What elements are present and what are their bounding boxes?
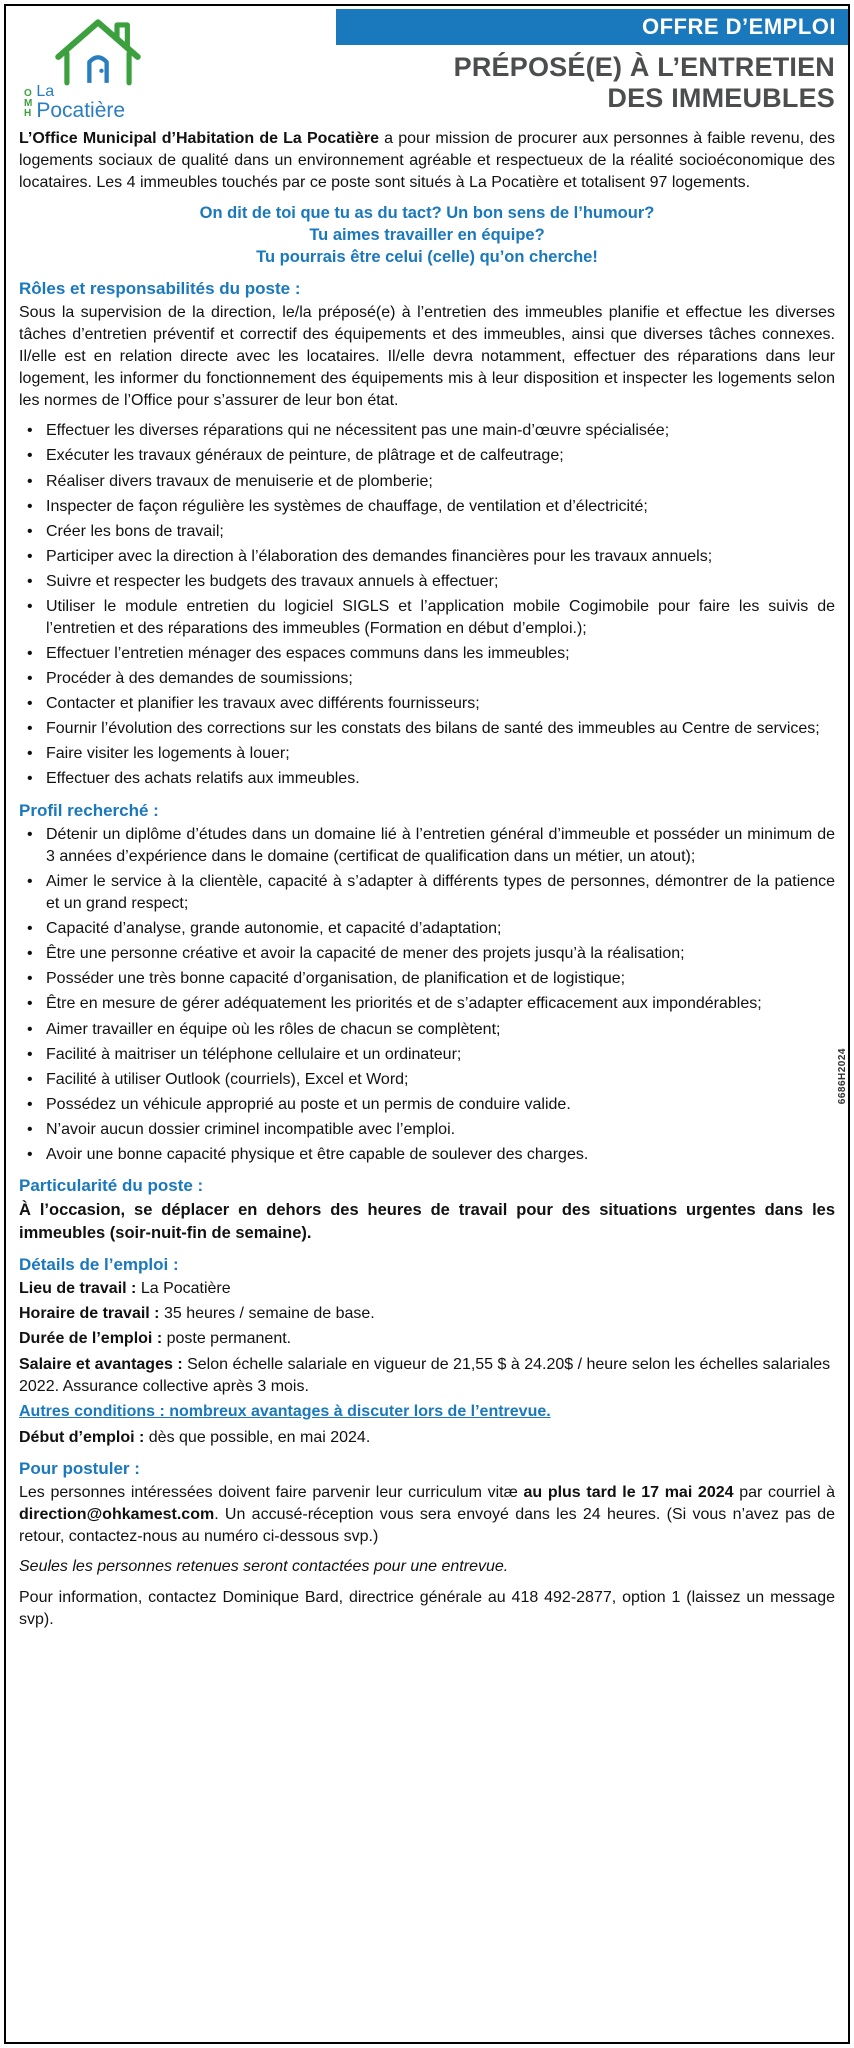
apply-heading: Pour postuler :	[19, 1458, 140, 1478]
contact-info: Pour information, contactez Dominique Bard, directrice générale au 418 492-2877, option 1 (laissez un message svp).	[19, 1588, 835, 1628]
apply-deadline: au plus tard le 17 mai 2024	[523, 1484, 734, 1502]
profile-heading: Profil recherché :	[19, 800, 159, 820]
bullet-item: • Facilité à maitriser un téléphone cellulaire et un ordinateur;	[19, 1044, 835, 1066]
title-line1: PRÉPOSÉ(E) À L’ENTRETIEN	[453, 52, 835, 82]
bullet-item: • Posséder une très bonne capacité d’organisation, de planification et de logistique;	[19, 968, 835, 990]
bullet-item: • Utiliser le module entretien du logiciel SIGLS et l’application mobile Cogimobile pour faire les suivis de l’entretien et des réparations des immeubles (Formation en début d’emploi.);	[19, 596, 835, 640]
bullet-item: • Fournir l’évolution des corrections sur les constats des bilans de santé des immeubles au Centre de services;	[19, 718, 835, 740]
job-posting-page	[4, 4, 850, 2044]
detail-lieu-de-travail	[19, 1278, 835, 1300]
detail-salaire	[19, 1354, 835, 1398]
roles-bullet-list	[19, 420, 835, 790]
bullet-item: • Participer avec la direction à l’élaboration des demandes financières pour les travaux annuels;	[19, 546, 835, 568]
selection-note: Seules les personnes retenues seront contactées pour une entrevue.	[19, 1558, 509, 1576]
document-reference-code: 6686H2024	[837, 1048, 848, 1105]
bullet-item: • Contacter et planifier les travaux avec différents fournisseurs;	[19, 693, 835, 715]
teaser-block	[19, 202, 835, 268]
apply-email: direction@ohkamest.com	[19, 1506, 215, 1524]
bullet-item: • Suivre et respecter les budgets des travaux annuels à effectuer;	[19, 571, 835, 593]
details-heading: Détails de l’emploi :	[19, 1254, 179, 1274]
bullet-item: • N’avoir aucun dossier criminel incompatible avec l’emploi.	[19, 1119, 835, 1141]
particularity-text: À l’occasion, se déplacer en dehors des heures de travail pour des situations urgentes dans les immeubles (soir-nuit-fin de semaine).	[19, 1201, 835, 1243]
detail-label: Début d’emploi :	[19, 1428, 145, 1446]
page-title	[454, 52, 835, 115]
bullet-item: • Effectuer l’entretien ménager des espaces communs dans les immeubles;	[19, 643, 835, 665]
bullet-item: • Réaliser divers travaux de menuiserie et de plomberie;	[19, 471, 835, 493]
detail-value: poste permanent.	[162, 1330, 292, 1348]
intro-rest: a pour mission de procurer aux personnes à faible revenu, des logements sociaux de qualité dans un environnement agréable et respectueux de la réalité socioéconomique des locataires. Les 4 immeubles touchés par ce poste sont situés à La Pocatière et totalisent 97 logements.	[19, 130, 835, 192]
apply-paragraph	[19, 1482, 835, 1548]
logo-text	[24, 84, 204, 121]
document-body	[6, 128, 848, 1631]
bullet-item: • Aimer le service à la clientèle, capacité à s’adapter à différents types de personnes, démontrer de la patience et un grand respect;	[19, 871, 835, 915]
apply-text: . Un accusé-réception vous sera envoyé dans les 24 heures. (Si vous n’avez pas de retour, contactez-nous au numéro ci-dessous svp.)	[19, 1506, 835, 1546]
other-conditions: Autres conditions : nombreux avantages à discuter lors de l’entrevue.	[19, 1402, 551, 1420]
bullet-item: • Effectuer des achats relatifs aux immeubles.	[19, 768, 835, 790]
detail-label: Lieu de travail :	[19, 1280, 137, 1298]
bullet-item: • Être une personne créative et avoir la capacité de mener des projets jusqu’à la réalisation;	[19, 943, 835, 965]
profile-bullet-list	[19, 824, 835, 1166]
logo-name-line2: Pocatière	[36, 99, 126, 122]
omh-logo	[24, 12, 204, 121]
header	[6, 6, 848, 128]
bullet-item: • Créer les bons de travail;	[19, 521, 835, 543]
bullet-item: • Faire visiter les logements à louer;	[19, 743, 835, 765]
bullet-item: • Détenir un diplôme d’études dans un domaine lié à l’entretien général d’immeuble et posséder un minimum de 3 années d’expérience dans le domaine (certificat de qualification dans un métier, un atout);	[19, 824, 835, 868]
detail-value: La Pocatière	[136, 1280, 231, 1298]
teaser-line3: Tu pourrais être celui (celle) qu’on cherche!	[256, 248, 598, 267]
particularity-heading: Particularité du poste :	[19, 1176, 204, 1195]
intro-paragraph	[19, 128, 835, 194]
detail-value: Selon échelle salariale en vigueur de 21,55 $ à 24.20$ / heure selon les échelles salariales 2022. Assurance collective après 3 mois.	[19, 1355, 831, 1395]
job-offer-banner	[336, 9, 848, 45]
bullet-item: • Procéder à des demandes de soumissions;	[19, 668, 835, 690]
title-line2: DES IMMEUBLES	[607, 83, 835, 114]
apply-text: par courriel à	[733, 1484, 835, 1502]
bullet-item: • Capacité d’analyse, grande autonomie, et capacité d’adaptation;	[19, 918, 835, 940]
detail-label: Durée de l’emploi :	[19, 1330, 163, 1348]
omh-letter-m: M	[24, 98, 33, 109]
detail-value: dès que possible, en mai 2024.	[144, 1428, 371, 1446]
teaser-line2: Tu aimes travailler en équipe?	[309, 226, 545, 245]
bullet-item: • Aimer travailler en équipe où les rôles de chacun se complètent;	[19, 1019, 835, 1041]
roles-paragraph: Sous la supervision de la direction, le/la préposé(e) à l’entretien des immeubles planifie et effectue les diverses tâches d’entretien préventif et correctif des équipements et des immeubles, ainsi que diverses tâches connexes. Il/elle est en relation directe avec les locataires. Il/elle devra notamment, effectuer des réparations dans leur logement, les informer du fonctionnement des équipements mis à leur disposition et inspecter les logements selon les normes de l’Office pour s’assurer de leur bon état.	[19, 303, 835, 410]
teaser-line1: On dit de toi que tu as du tact? Un bon sens de l’humour?	[199, 204, 655, 223]
logo-name	[36, 84, 125, 121]
bullet-item: • Possédez un véhicule approprié au poste et un permis de conduire valide.	[19, 1094, 835, 1116]
apply-text: Les personnes intéressées doivent faire parvenir leur curriculum vitæ	[19, 1484, 524, 1502]
detail-duree	[19, 1328, 835, 1350]
omh-letter-o: O	[24, 88, 32, 99]
detail-horaire	[19, 1303, 835, 1325]
bullet-item: • Avoir une bonne capacité physique et être capable de soulever des charges.	[19, 1144, 835, 1166]
omh-letter-h: H	[24, 108, 32, 119]
omh-letters	[24, 89, 32, 119]
roles-heading: Rôles et responsabilités du poste :	[19, 278, 301, 298]
detail-debut-emploi	[19, 1427, 835, 1449]
intro-bold: L’Office Municipal d’Habitation de La Pocatière	[19, 130, 380, 147]
bullet-item: • Inspecter de façon régulière les systèmes de chauffage, de ventilation et d’électricité;	[19, 496, 835, 518]
bullet-item: • Effectuer les diverses réparations qui ne nécessitent pas une main-d’œuvre spécialisée;	[19, 420, 835, 442]
bullet-item: • Facilité à utiliser Outlook (courriels), Excel et Word;	[19, 1069, 835, 1091]
logo-name-line1: La	[36, 83, 55, 100]
bullet-item: • Exécuter les travaux généraux de peinture, de plâtrage et de calfeutrage;	[19, 445, 835, 467]
detail-label: Salaire et avantages :	[19, 1355, 183, 1373]
house-icon	[46, 12, 150, 88]
detail-value: 35 heures / semaine de base.	[159, 1305, 375, 1323]
bullet-item: • Être en mesure de gérer adéquatement les priorités et de s’adapter efficacement aux impondérables;	[19, 993, 835, 1015]
detail-label: Horaire de travail :	[19, 1305, 160, 1323]
banner-label: OFFRE D’EMPLOI	[642, 14, 836, 39]
